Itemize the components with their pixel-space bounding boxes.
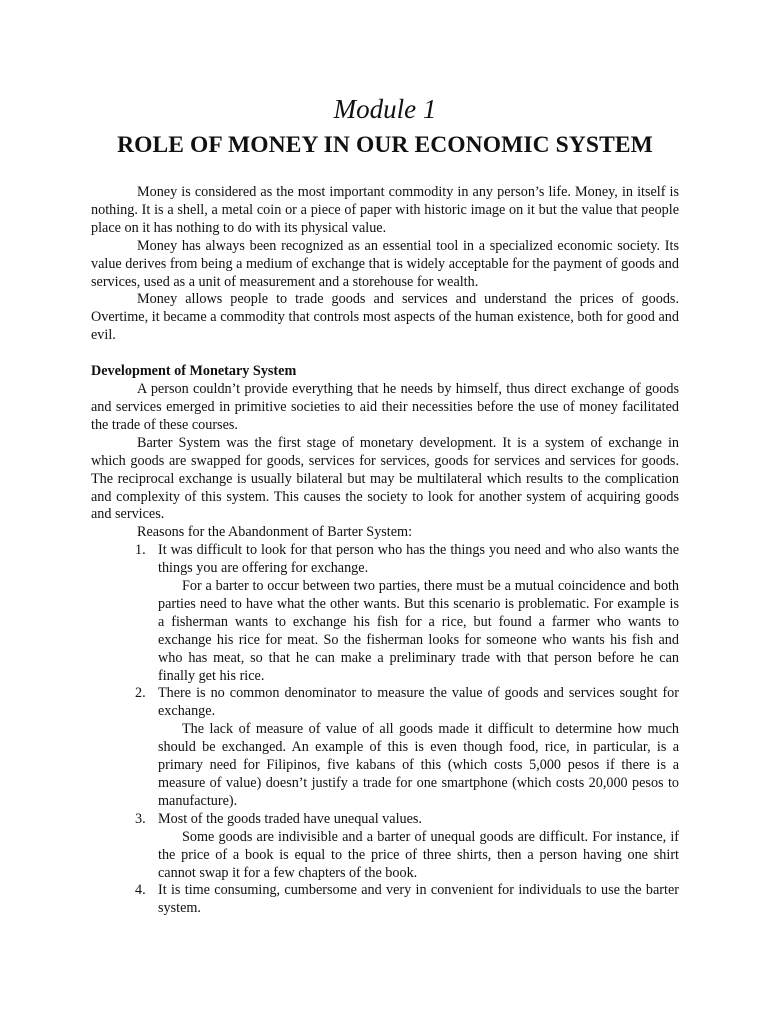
section-paragraph-2: Barter System was the first stage of monetary development. It is a system of exchange in which goods are swapped for goods, services for services, goods for services and services for goods. The reciprocal exchange is usually bilateral but may be multilateral which results to the complication and complexity of this system. This causes the society to look for another system of acquiring goods and services. — [91, 434, 679, 523]
intro-paragraph-3: Money allows people to trade goods and services and understand the prices of goods. Overtime, it became a commodity that controls most aspects of the human existence, both for good and evil. — [91, 291, 679, 344]
list-number: 3. — [135, 810, 146, 827]
reason-detail: Some goods are indivisible and a barter of unequal goods are difficult. For instance, if the price of a book is equal to the price of three shirts, then a person having one shirt cannot swap it for a few chapters of the book. — [158, 828, 679, 881]
reason-detail: For a barter to occur between two parties, there must be a mutual coincidence and both parties need to have what the other wants. But this scenario is problematic. For example is a fisherman wants to exchange his fish for a rice, but found a farmer who wants to exchange his rice for meat. So the fisherman looks for someone who wants his fish and who has meat, so that he can make a preliminary trade with that person before he can finally get his rice. — [158, 578, 679, 684]
list-item — [91, 882, 679, 918]
list-item — [91, 685, 679, 810]
reason-detail: The lack of measure of value of all goods made it difficult to determine how much should be exchanged. An example of this is even though food, rice, in particular, is a primary need for Filipinos, five kabans of this (which costs 5,000 pesos if there is a measure of value) doesn’t justify a trade for one smartphone (which costs 20,000 pesos to manufacture). — [158, 721, 679, 809]
spacer — [91, 345, 679, 363]
reason-text: It was difficult to look for that person who has the things you need and who also wants the things you are offering for exchange. — [158, 542, 679, 577]
reasons-intro: Reasons for the Abandonment of Barter System: — [137, 524, 413, 541]
section-paragraph-1: A person couldn’t provide everything that he needs by himself, thus direct exchange of goods and services emerged in primitive societies to aid their necessities before the use of money facilitated the trade of these courses. — [91, 381, 679, 433]
document-body — [91, 93, 679, 918]
reason-text: Most of the goods traded have unequal values. — [158, 810, 422, 827]
list-number: 1. — [135, 542, 146, 559]
page-title: ROLE OF MONEY IN OUR ECONOMIC SYSTEM — [117, 132, 653, 158]
reason-text: It is time consuming, cumbersome and very in convenient for individuals to use the barter system. — [158, 882, 679, 917]
intro-paragraph-2: Money has always been recognized as an essential tool in a specialized economic society. Its value derives from being a medium of exchange that is widely acceptable for the payment of goods and services, used as a unit of measurement and a storehouse for wealth. — [91, 237, 679, 290]
intro-paragraph-1: Money is considered as the most important commodity in any person’s life. Money, in itself is nothing. It is a shell, a metal coin or a piece of paper with historic image on it but the value that people place on it has nothing to do with its physical value. — [91, 184, 679, 236]
list-item — [91, 811, 679, 883]
list-number: 2. — [135, 685, 146, 702]
list-number: 4. — [135, 882, 146, 899]
reasons-list — [91, 542, 679, 918]
section-heading: Development of Monetary System — [91, 363, 297, 380]
reason-text: There is no common denominator to measure the value of goods and services sought for exchange. — [158, 685, 679, 720]
list-item — [91, 542, 679, 685]
module-title: Module 1 — [333, 94, 437, 124]
